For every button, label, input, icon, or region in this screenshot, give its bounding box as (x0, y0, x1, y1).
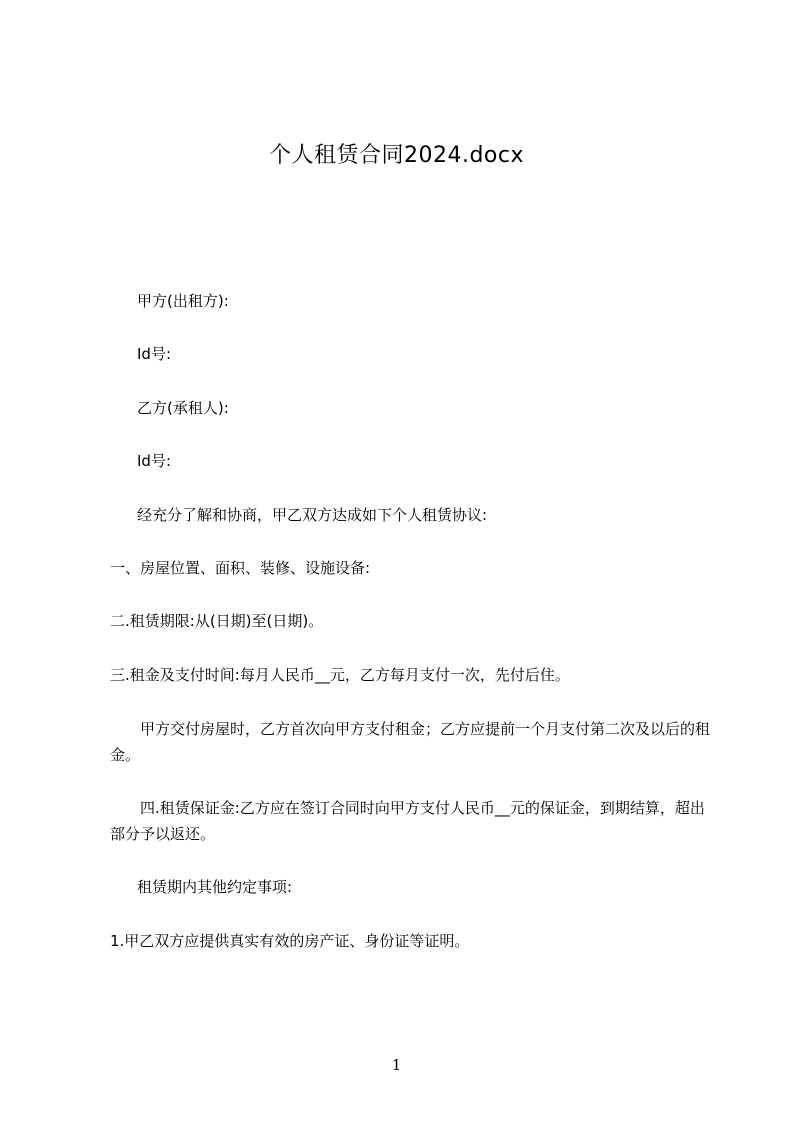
document-title: 个人租赁合同2024.docx (268, 143, 525, 168)
paragraph-term-1: 1.甲乙双方应提供真实有效的房产证、身份证等证明。 (110, 932, 470, 950)
paragraph-party-b-id: Id号: (137, 452, 171, 470)
paragraph-party-b: 乙方(承租人): (137, 399, 229, 417)
paragraph-section-2: 二.租赁期限:从(日期)至(日期)。 (110, 612, 324, 630)
paragraph-party-a-id: Id号: (137, 345, 171, 363)
page-number: 1 (391, 1056, 402, 1074)
paragraph-other-terms: 租赁期内其他约定事项: (137, 878, 293, 896)
paragraph-section-4: 四.租赁保证金:乙方应在签订合同时向甲方支付人民币__元的保证金，到期结算，超出部分予以返还。 (110, 799, 705, 843)
paragraph-section-3: 三.租金及支付时间:每月人民币__元，乙方每月支付一次，先付后住。 (110, 666, 570, 684)
paragraph-section-1: 一、房屋位置、面积、装修、设施设备: (110, 559, 371, 577)
paragraph-agreement-intro: 经充分了解和协商，甲乙双方达成如下个人租赁协议: (137, 506, 488, 524)
paragraph-rent-payment: 甲方交付房屋时，乙方首次向甲方支付租金；乙方应提前一个月支付第二次及以后的租金。 (110, 720, 711, 764)
paragraph-party-a: 甲方(出租方): (137, 292, 229, 310)
